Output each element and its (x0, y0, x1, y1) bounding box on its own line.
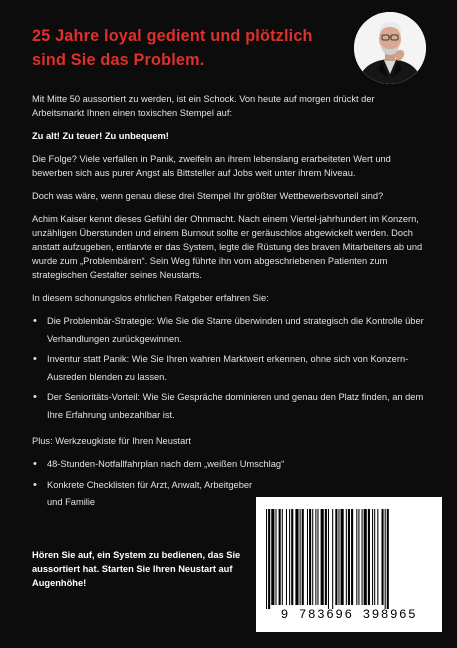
barcode-bar (382, 509, 384, 605)
barcode-bar (335, 509, 337, 605)
bullet-icon: • (33, 353, 37, 365)
consequence-paragraph: Die Folge? Viele verfallen in Panik, zweifeln an ihrem lebenslang erarbeiteten Wert und bewerben sich aus purer Angst als Bittsteller auf Jobs weit unter ihrem Niveau. (32, 154, 391, 178)
bullet-icon: • (33, 391, 37, 403)
isbn-number: 9 783696 398965 (280, 608, 418, 622)
barcode-bar (291, 509, 293, 605)
guide-intro: In diesem schonungslos ehrlichen Ratgeber erfahren Sie: (32, 293, 269, 303)
barcode-bar (268, 509, 270, 609)
barcode-bar (275, 509, 276, 605)
barcode-bar (315, 509, 316, 605)
closing-statement: Hören Sie auf, ein System zu bedienen, das Sie aussortiert hat. Starten Sie Ihren Neustart auf Augenhöhe! (32, 550, 241, 588)
list-item (32, 477, 262, 512)
barcode-bar (302, 509, 304, 605)
benefit-text: Die Problembär-Strategie: Wie Sie die Starre überwinden und strategisch die Kontrolle über Verhandlungen zurückgewinnen. (47, 316, 424, 344)
barcode-bar (317, 509, 318, 605)
barcode-bar (332, 509, 333, 609)
barcode-bar (351, 509, 353, 605)
barcode-bar (362, 509, 363, 605)
barcode-bar (282, 509, 283, 605)
barcode-bar (328, 509, 329, 609)
barcode-bar (309, 509, 311, 605)
author-portrait (354, 12, 426, 84)
bullet-icon: • (33, 315, 37, 327)
list-item (32, 313, 428, 348)
list-item (32, 389, 428, 424)
barcode-bar (295, 509, 298, 605)
barcode-bar (368, 509, 370, 605)
barcode-bar (325, 509, 327, 605)
barcode-bar (312, 509, 313, 605)
headline: 25 Jahre loyal gedient und plötzlich sind Sie das Problem. (32, 27, 313, 69)
toolbox-text: 48-Stunden-Notfallfahrplan nach dem „weißen Umschlag“ (47, 459, 285, 469)
benefit-text: Inventur statt Panik: Wie Sie Ihren wahren Marktwert erkennen, ohne sich von Konzern-Ausreden blenden zu lassen. (47, 354, 409, 382)
barcode-bar (374, 509, 375, 605)
bullet-icon: • (33, 458, 37, 470)
barcode-bar (307, 509, 308, 605)
barcode-bar (341, 509, 344, 605)
barcode-bar (387, 509, 389, 609)
barcode-bar (338, 509, 339, 605)
barcode-bar (266, 509, 267, 609)
benefits-list (32, 313, 428, 424)
barcode-bar (289, 509, 290, 605)
barcode-bar (348, 509, 350, 605)
plus-title: Plus: Werkzeugkiste für Ihren Neustart (32, 436, 191, 446)
back-cover-text (32, 92, 428, 522)
isbn-barcode (256, 497, 442, 632)
author-story-paragraph: Achim Kaiser kennt dieses Gefühl der Ohnmacht. Nach einem Viertel-jahrhundert im Konzern, unzähligen Überstunden und einem Burnout sollte er geräuschlos abgewickelt werden. Doch anstatt aufzugeben, entlarvte er das System, legte die Rüstung des braven Mitarbeiters ab und wurde zum „Problembären“. Sein Weg führte ihn vom abgeschriebenen Patienten zum strategischen Gestalter seines Neustarts. (32, 214, 423, 280)
barcode-bar (346, 509, 347, 605)
barcode-bar (300, 509, 301, 605)
list-item (32, 456, 377, 474)
intro-paragraph: Mit Mitte 50 aussortiert zu werden, ist ein Schock. Von heute auf morgen drückt der Arbeitsmarkt Ihnen einen toxischen Stempel auf: (32, 94, 375, 118)
barcode-bar (358, 509, 359, 605)
stamp-line: Zu alt! Zu teuer! Zu unbequem! (32, 131, 169, 141)
barcode-bar (364, 509, 367, 605)
barcode-bar (385, 509, 386, 609)
barcode-bar (372, 509, 373, 605)
toolbox-text: Konkrete Checklisten für Arzt, Anwalt, Arbeitgeber und Familie (47, 479, 253, 507)
bullet-icon: • (33, 478, 37, 491)
barcode-bar (377, 509, 378, 605)
barcode-bar (321, 509, 324, 605)
author-photo-icon (354, 12, 426, 84)
question-paragraph: Doch was wäre, wenn genau diese drei Stempel Ihr größter Wettbewerbsvorteil sind? (32, 191, 384, 201)
barcode-bar (286, 509, 287, 605)
barcode-bar (356, 509, 357, 605)
barcode-bar (271, 509, 274, 605)
benefit-text: Der Senioritäts-Vorteil: Wie Sie Gespräche dominieren und genau den Platz finden, an dem Ihre Erfahrung unbezahlbar ist. (47, 392, 424, 420)
list-item (32, 351, 428, 386)
barcode-bar (279, 509, 281, 605)
